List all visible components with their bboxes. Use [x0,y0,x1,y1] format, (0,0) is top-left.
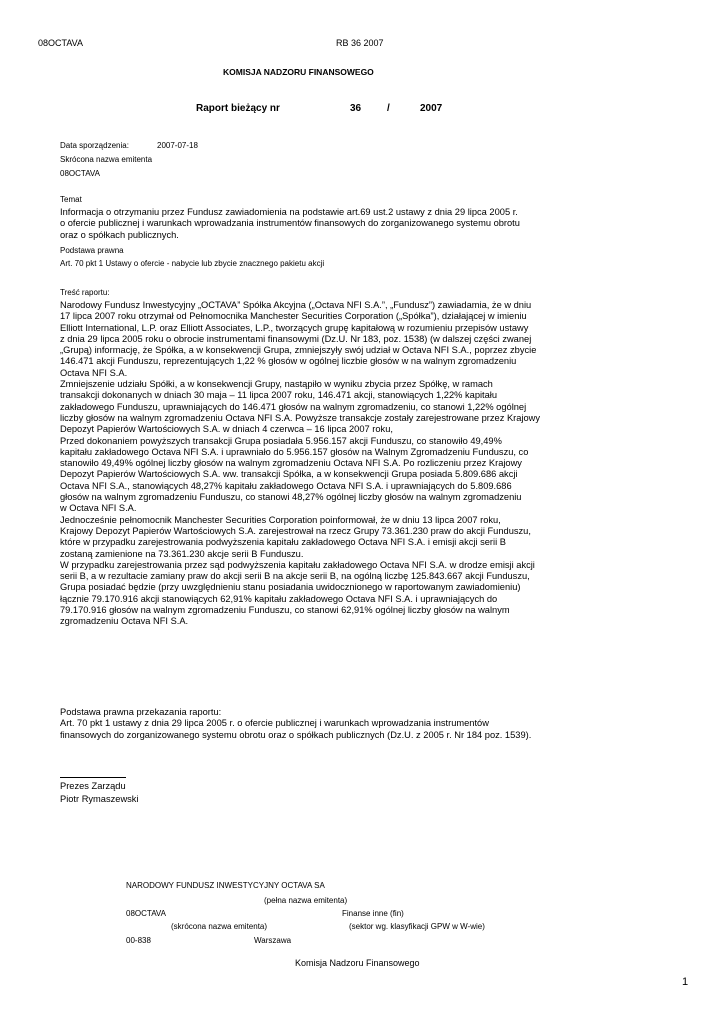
report-number: 36 [350,103,362,114]
legal-basis-value: Art. 70 pkt 1 Ustawy o ofercie - nabycie lub zbycie znacznego pakietu akcji [60,259,325,268]
content-line: Octava NFI S.A., stanowiących 48,27% kapitału zakładowego Octava NFI S.A. i uprawniających do 5.809.686 [60,480,512,491]
footer-short-name-caption: (skrócona nazwa emitenta) [171,922,268,931]
content-line: serii B, a w rezultacie zamiany praw do akcji serii B na akcje serii B, na ogólną liczbę 125.843.667 akcji Funduszu, [60,571,530,582]
content-line: Narodowy Fundusz Inwestycyjny „OCTAVA” Spółka Akcyjna („Octava NFI S.A.”, „Fundusz”) zawiadamia, że w dniu [60,300,532,310]
content-line: Octava NFI S.A. [60,367,128,378]
report-year: 2007 [420,103,443,114]
footer-short-name: 08OCTAVA [126,909,167,918]
content-line: transakcji dokonanych w dniach 30 maja – 11 lipca 2007 roku, 146.471 akcji, stanowiących 1,22% kapitału [60,390,498,401]
subject-line: Informacja o otrzymaniu przez Fundusz zawiadomienia na podstawie art.69 ust.2 ustawy z dnia 29 lipca 2005 r. [60,207,518,217]
content-line: „Grupą) informację, że Spółka, a w konsekwencji Grupa, zmniejszyły swój udział w Octava NFI S.A., poprzez zbycie [60,345,537,356]
content-line: z dnia 29 lipca 2005 roku o obrocie instrumentami finansowymi (Dz.U. Nr 183, poz. 1538) (w dalszej części zwanej [60,333,532,344]
signature-role: Prezes Zarządu [60,781,126,791]
signature-name: Piotr Rymaszewski [60,794,139,804]
footer-postal-code: 00-838 [126,936,151,945]
header-left: 08OCTAVA [38,38,84,48]
report-heading-label: Raport bieżący nr [196,103,280,114]
legal-basis-label: Podstawa prawna [60,246,124,255]
signature-line [60,777,126,778]
report-slash: / [387,103,390,114]
content-line: Depozyt Papierów Wartościowych S.A. ww. transakcji Spółka, a w konsekwencji Grupa posiada 5.809.686 akcji [60,469,518,480]
footer-city: Warszawa [254,936,292,945]
short-name-value: 08OCTAVA [60,169,101,178]
content-line: Krajowy Depozyt Papierów Wartościowych S.A. zarejestrował na rzecz Grupy 73.361.230 praw do akcji Funduszu, [60,525,531,536]
page-number: 1 [682,976,689,988]
footer-commission: Komisja Nadzoru Finansowego [295,958,420,968]
content-line: Przed dokonaniem powyższych transakcji Grupa posiadała 5.956.157 akcji Funduszu, co stanowiło 49,49% [60,435,502,446]
content-line: w Octava NFI S.A. [60,503,137,514]
content-body [60,300,560,628]
content-line: zostaną zamienione na 73.361.230 akcje serii B Funduszu. [60,548,304,559]
footer-company-full-caption: (pełna nazwa emitenta) [264,896,348,905]
content-line: liczby głosów na walnym zgromadzeniu Octava NFI S.A. Powyższe transakcje zostały zarejestrowane przez Krajowy [60,412,541,423]
content-line: W przypadku zarejestrowania przez sąd podwyższenia kapitału zakładowego Octava NFI S.A. w drodze emisji akcji [60,559,535,570]
content-line: 79.170.916 głosów na walnym zgromadzeniu Funduszu, co stanowi 62,91% ogólnej liczby głosów na walnym [60,605,510,616]
content-line: Zmniejszenie udziału Spółki, a w konsekwencji Grupy, nastąpiło w wyniku zbycia przez Spółkę, w ramach [60,379,493,390]
basis-line: finansowych do zorganizowanego systemu obrotu oraz o spółkach publicznych (Dz.U. z 2005 r. Nr 184 poz. 1539). [60,729,532,740]
content-line: Jednocześnie pełnomocnik Manchester Securities Corporation poinformował, że w dniu 13 lipca 2007 roku, [60,514,501,525]
short-name-label: Skrócona nazwa emitenta [60,155,153,164]
content-line: Elliott International, L.P. oraz Elliott Associates, L.P., tworzących grupę kapitałową w rozumieniu przepisów ustawy [60,322,529,333]
footer-sector: Finanse inne (fin) [342,909,404,918]
date-label: Data sporządzenia: [60,141,129,150]
content-line: Depozyt Papierów Wartościowych S.A. w dniach 4 czerwca – 16 lipca 2007 roku, [60,424,393,435]
content-label: Treść raportu: [60,288,110,297]
footer-sector-caption: (sektor wg. klasyfikacji GPW w W-wie) [349,922,485,931]
date-value: 2007-07-18 [157,141,198,150]
content-line: kapitału zakładowego Octava NFI S.A. i uprawniało do 5.956.157 głosów na Walnym Zgromadzeniu Funduszu, co [60,446,529,457]
content-line: zakładowego Funduszu, uprawniających do 146.471 głosów na walnym zgromadzeniu, co stanowi 1,22% ogólnej [60,401,527,412]
content-line: Grupa posiadać będzie (przy uwzględnieniu stanu posiadania uwidocznionego w raportowanym zawiadomieniu) [60,582,521,593]
subject-text [60,207,560,241]
content-line: które w przypadku zarejestrowania podwyższenia kapitału zakładowego Octava NFI S.A. i emisji akcji serii B [60,537,506,548]
content-line: stanowiło 49,49% ogólnej liczby głosów na walnym zgromadzeniu Octava NFI S.A. Po rozliczeniu przez Krajowy [60,458,522,469]
subject-line: o ofercie publicznej i warunkach wprowadzania instrumentów finansowych do zorganizowanego systemu obrotu [60,218,520,229]
header-center: RB 36 2007 [336,38,384,48]
subject-line: oraz o spółkach publicznych. [60,229,179,240]
content-line: łącznie 79.170.916 akcji stanowiących 62,91% kapitału zakładowego Octava NFI S.A. i uprawniających do [60,593,498,604]
content-line: zgromadzeniu Octava NFI S.A. [60,616,189,627]
footer-company-full: NARODOWY FUNDUSZ INWESTYCYJNY OCTAVA SA [126,881,325,890]
legal-basis-transfer [60,707,560,741]
commission-title: KOMISJA NADZORU FINANSOWEGO [223,67,374,77]
basis-line: Podstawa prawna przekazania raportu: [60,707,222,717]
subject-label: Temat [60,195,82,204]
content-line: głosów na walnym zgromadzeniu Funduszu, co stanowi 48,27% ogólnej liczby głosów na walnym zgromadzeniu [60,492,522,503]
content-line: 146.471 akcji Funduszu, reprezentujących 1,22 % głosów w ogólnej liczbie głosów w na walnym zgromadzeniu [60,356,517,367]
basis-line: Art. 70 pkt 1 ustawy z dnia 29 lipca 2005 r. o ofercie publicznej i warunkach wprowadzania instrumentów [60,718,489,729]
content-line: 17 lipca 2007 roku otrzymał od Pełnomocnika Manchester Securities Corporation („Spółka”), działającej w imieniu [60,311,527,322]
